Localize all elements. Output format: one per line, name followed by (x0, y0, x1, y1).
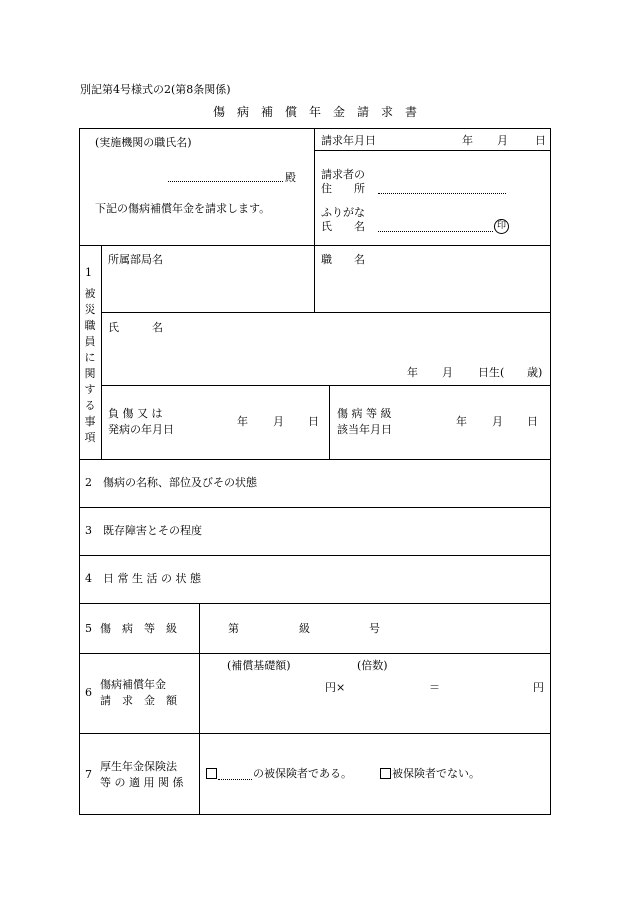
claimant-address-label-1: 請求者の (321, 168, 365, 181)
form-reference: 別記第4号様式の2(第8条関係) (80, 83, 231, 96)
rule-section1-top (79, 245, 551, 246)
section5-number: 5 (85, 622, 92, 635)
section5-label: 傷 病 等 級 (100, 622, 177, 635)
section6-label-1: 傷病補償年金 (100, 678, 166, 691)
injury-day: 日 (308, 415, 319, 428)
request-month: 月 (497, 134, 508, 147)
insured-checkbox[interactable] (206, 768, 217, 779)
rule-section5-top (79, 603, 551, 604)
claimant-address-field[interactable] (378, 193, 506, 194)
rule-section3-top (79, 507, 551, 508)
agency-label: (実施機関の職氏名) (95, 136, 192, 149)
grade-month: 月 (492, 415, 503, 428)
equals-sign: ＝ (429, 681, 440, 694)
yen-times: 円× (325, 681, 346, 694)
rule-section1-label-divider (101, 245, 102, 459)
claimant-name-field[interactable] (378, 231, 493, 232)
request-day: 日 (535, 134, 546, 147)
insurance-law-field[interactable] (218, 779, 252, 780)
rule-section4-top (79, 555, 551, 556)
injury-month: 月 (273, 415, 284, 428)
not-insured-checkbox[interactable] (380, 768, 391, 779)
section3-label: 3 既存障害とその程度 (85, 524, 202, 537)
request-statement: 下記の傷病補償年金を請求します。 (95, 202, 271, 215)
section1-number: 1 (85, 266, 92, 279)
option-insured: の被保険者である。 (253, 767, 352, 780)
base-amount-label: (補償基礎額) (227, 659, 291, 672)
rule-dept-divider (314, 245, 315, 312)
honorific: 殿 (285, 171, 296, 184)
section6-label-2: 請 求 金 額 (100, 694, 177, 707)
section1-vertical-label: 被災職員に関する事項 (84, 287, 96, 444)
section7-label-2: 等 の 適 用 関 係 (100, 776, 184, 789)
employee-name-label: 氏 名 (108, 321, 163, 334)
yen-total: 円 (533, 681, 544, 694)
section7-number: 7 (85, 768, 92, 781)
section7-label-1: 厚生年金保険法 (100, 760, 177, 773)
department-label: 所属部局名 (108, 253, 163, 266)
form-title: 傷 病 補 償 年 金 請 求 書 (212, 105, 417, 119)
seal-mark: 印 (494, 219, 509, 234)
claimant-name-label: 氏 名 (321, 220, 365, 233)
birth-year: 年 (407, 366, 418, 379)
position-label: 職 名 (321, 253, 365, 266)
multiplier-label: (倍数) (357, 659, 388, 672)
rule-section7-top (79, 733, 551, 734)
birth-day: 日生( (478, 366, 505, 379)
request-date-label: 請求年月日 (321, 134, 376, 147)
rule-request-divider (314, 128, 315, 245)
birth-month: 月 (442, 366, 453, 379)
grade-date-label-2: 該当年月日 (337, 423, 392, 436)
rule-dates-divider (329, 385, 330, 459)
injury-date-label-2: 発病の年月日 (108, 423, 174, 436)
section2-label: 2 傷病の名称、部位及びその状態 (85, 476, 257, 489)
grade-suffix: 号 (369, 622, 380, 635)
section6-number: 6 (85, 686, 92, 699)
grade-year: 年 (456, 415, 467, 428)
grade-mid: 級 (299, 622, 310, 635)
age: 歳) (527, 366, 543, 379)
claimant-address-label-2: 住 所 (321, 182, 365, 195)
rule-date-row (314, 150, 551, 151)
rule-section2-top (79, 459, 551, 460)
rule-date-row2 (101, 385, 551, 386)
grade-day: 日 (527, 415, 538, 428)
option-not-insured: 被保険者でない。 (392, 767, 480, 780)
rule-label-column (199, 603, 200, 815)
grade-date-label-1: 傷 病 等 級 (337, 407, 392, 420)
injury-date-label-1: 負 傷 又 は (108, 407, 163, 420)
furigana-label: ふりがな (321, 206, 365, 219)
rule-section6-top (79, 653, 551, 654)
grade-prefix: 第 (228, 622, 239, 635)
agency-name-field[interactable] (168, 181, 283, 182)
rule-name-row (101, 312, 551, 313)
injury-year: 年 (237, 415, 248, 428)
request-year: 年 (462, 134, 473, 147)
section4-label: 4 日 常 生 活 の 状 態 (85, 572, 201, 585)
